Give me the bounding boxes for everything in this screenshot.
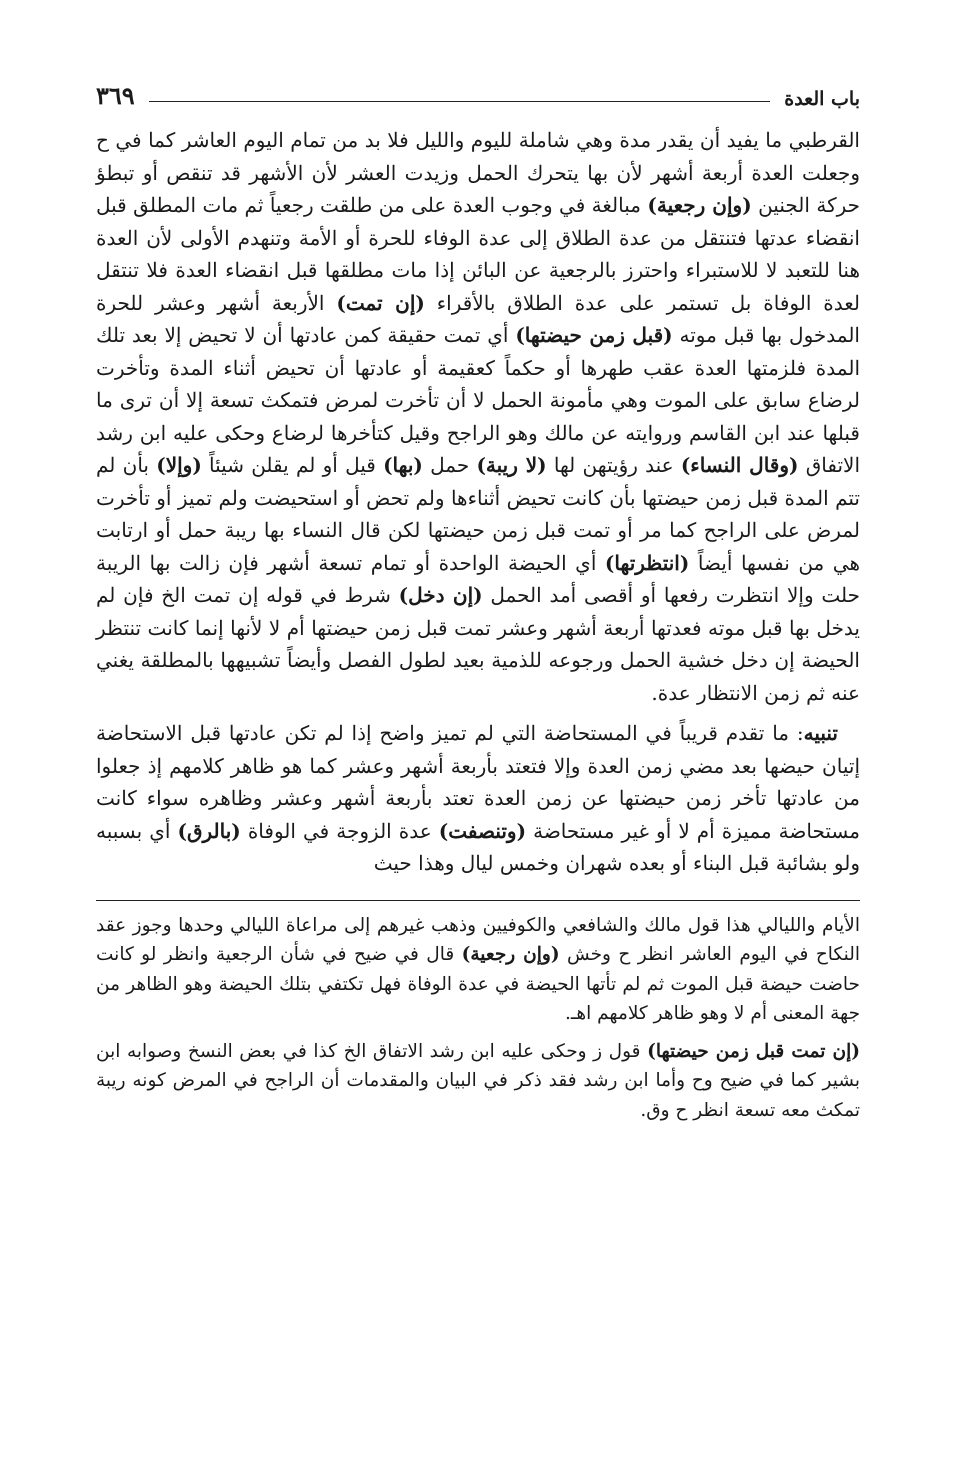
text-run: حمل xyxy=(422,453,477,477)
text-run: الأربعة أشهر وعشر للحرة المدخول بها قبل موته xyxy=(96,290,860,347)
text-run: عدة الزوجة في الوفاة xyxy=(240,818,439,843)
bold-term: (وتنصفت) xyxy=(438,818,527,843)
text-run: القرطبي ما يفيد أن يقدر مدة وهي شاملة لليوم والليل فلا بد من تمام اليوم العاشر كما في ح وجعلت العدة أربعة أشهر لأن بها يتحرك الحمل وزيدت العشر لأن الأشهر قد تنقص أو تبطؤ حركة الجنين xyxy=(96,128,860,217)
text-run: قيل أو لم يقلن شيئاً xyxy=(201,453,384,477)
book-page xyxy=(96,70,860,1125)
bold-term: (وإلا) xyxy=(156,453,202,477)
text-run: عند رؤيتهن لها xyxy=(546,453,681,477)
bold-term: (إن تمت) xyxy=(336,290,425,315)
bold-term: (قبل زمن حيضتها) xyxy=(515,323,673,347)
page-header xyxy=(96,70,860,110)
bold-term: (وقال النساء) xyxy=(680,453,799,477)
text-run: بأن لم تتم المدة قبل زمن حيضتها بأن كانت تحيض أثناءها ولم تحض أو استحيضت ولم تميز أو تأخرت لمرض على الراجح كما مر أو تمت قبل زمن حيضتها لكن قال النساء بها ريبة حمل أو ارتابت هي من نفسها أيضاً xyxy=(96,453,860,575)
text-run: مبالغة في وجوب العدة على من طلقت رجعياً ثم مات المطلق قبل انقضاء عدتها فتنتقل من عدة الطلاق إلى عدة الوفاء للحرة أو الأمة وتنهدم الأولى لأن العدة هنا للتعبد لا للاستبراء واحترز بالرجعية عن البائن إذا مات مطلقها قبل انقضاء العدة فلا تنتقل لعدة الوفاة بل تستمر على عدة الطلاق بالأقراء xyxy=(96,193,861,315)
bold-term: (لا ريبة) xyxy=(476,453,547,477)
footnotes xyxy=(96,911,860,1126)
text-run: شرط في قوله إن تمت الخ فإن لم يدخل بها قبل موته فعدتها أربعة أشهر وعشر تمت قبل زمن حيضتها أم لا لأنها إنما كانت تنتظر الحيضة إن دخل خشية الحمل ورجوعه للذمية بعيد لطول الفصل وأيضاً تشبيهها بالمطلقة يغني عنه ثم زمن الانتظار عدة. xyxy=(96,583,860,705)
footnote-1 xyxy=(96,911,860,1029)
text-run: أي تمت حقيقة كمن عادتها أن لا تحيض إلا بعد تلك المدة فلزمتها العدة عقب طهرها أو حكماً كعقيمة أو عادتها أن تحيض أثناء المدة وتأخرت لرضاع سابق على الموت وهي مأمونة الحمل لا أن تأخرت لمرض فتمكث تسعة إلا أن ترى ما قبلها عند ابن القاسم وروايته عن مالك وهو الراجح وقيل كتأخرها لرضاع وحكى عليه ابن رشد الاتفاق xyxy=(96,323,861,477)
footnote-2 xyxy=(96,1037,860,1126)
chapter-title: باب العدة xyxy=(784,88,860,110)
bold-term: (وإن رجعية) xyxy=(647,193,752,217)
text-run: : ما تقدم قريباً في المستحاضة التي لم تميز واضح إذا لم تكن عادتها قبل الاستحاضة إتيان حيضها بعد مضي زمن العدة وإلا فتعتد بأربعة أشهر وعشر كما هو ظاهر كلامهم إذ جعلوا من عادتها تأخر زمن حيضتها عن زمن العدة تعتد بأربعة أشهر وعشر وظاهره سواء كانت مستحاضة مميزة أم لا أو غير مستحاضة xyxy=(96,721,860,843)
paragraph-2 xyxy=(96,717,860,880)
bold-term: (إن دخل) xyxy=(398,583,483,607)
bold-term: (بالرق) xyxy=(177,818,241,843)
text-run: الأيام والليالي هذا قول مالك والشافعي والكوفيين وذهب غيرهم إلى مراعاة الليالي وحدها وجوز عقد النكاح في اليوم العاشر انظر ح وخش xyxy=(96,914,860,965)
text-run: أي بسببه ولو بشائبة قبل البناء أو بعده شهران وخمس ليال وهذا حيث xyxy=(96,818,860,875)
main-text xyxy=(96,124,860,880)
bold-term: (بها) xyxy=(383,453,423,477)
text-run: أي الحيضة الواحدة أو تمام تسعة أشهر فإن زالت بها الريبة حلت وإلا انتظرت رفعها أو أقصى أمد الحمل xyxy=(96,550,860,607)
page-number: ٣٦٩ xyxy=(96,81,135,110)
footnote-separator xyxy=(96,900,860,901)
header-rule xyxy=(149,101,771,102)
bold-term: (انتظرتها) xyxy=(604,550,690,575)
paragraph-1 xyxy=(96,124,860,709)
bold-term: (إن تمت قبل زمن حيضتها) xyxy=(647,1040,860,1062)
bold-term: تنبيه xyxy=(803,721,838,745)
bold-term: (وإن رجعية) xyxy=(461,944,560,965)
text-run: قال في ضيح في شأن الرجعية وانظر لو كانت حاضت حيضة قبل الموت ثم لم تأتها الحيضة في عدة الوفاة فهل تكتفي بتلك الحيضة وهو الظاهر من جهة المعنى أم لا وهو ظاهر كلامهم اهـ. xyxy=(96,944,860,1024)
text-run: قول ز وحكى عليه ابن رشد الاتفاق الخ كذا في بعض النسخ وصوابه ابن بشير كما في ضيح وح وأما ابن رشد فقد ذكر في البيان والمقدمات أن الراجح في المرض كونه ريبة تمكث معه تسعة انظر ح وق. xyxy=(96,1040,860,1121)
